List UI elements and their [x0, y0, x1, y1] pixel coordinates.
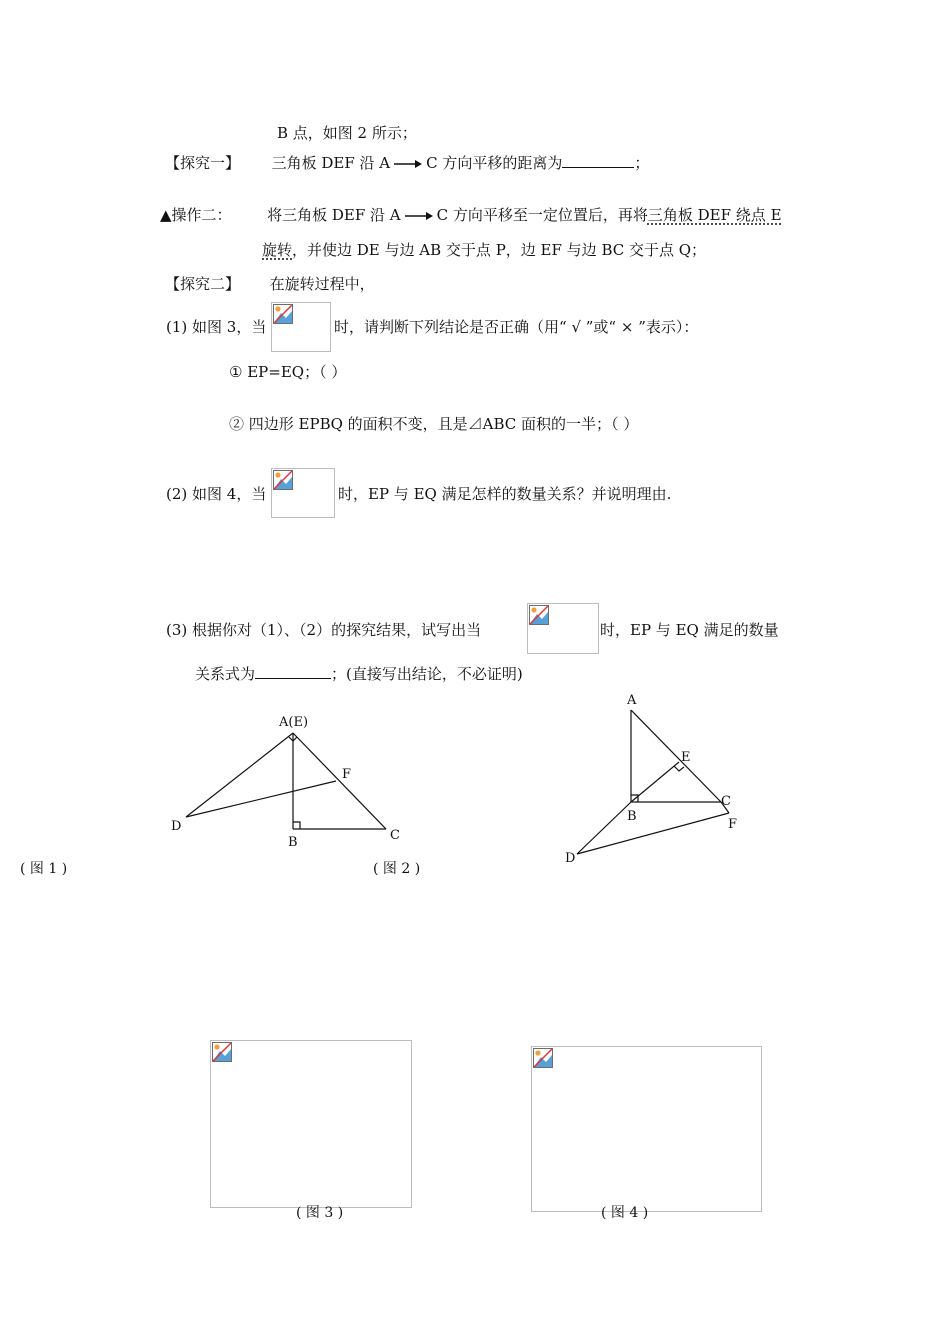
- condition-image-3: [527, 603, 599, 654]
- question-3-prefix: (3) 根据你对（1）、（2）的探究结果，试写出当: [166, 621, 482, 639]
- broken-image-icon: [212, 1042, 232, 1062]
- right-arrow-icon: [404, 211, 434, 221]
- label-A-E: A(E): [279, 715, 309, 730]
- text-line-1: B 点，如图 2 所示；: [277, 124, 417, 142]
- operation-two-line: [160, 205, 782, 225]
- label-B: B: [288, 835, 298, 850]
- label-D: D: [565, 851, 576, 866]
- figure-1-diagram: [160, 700, 420, 860]
- right-angle-mark-E: [674, 766, 684, 771]
- label-D: D: [171, 819, 182, 834]
- right-arrow-icon: [393, 159, 423, 169]
- question-3-line-2: [195, 664, 523, 684]
- label-E: E: [681, 750, 691, 765]
- segment-AC: [631, 710, 721, 802]
- figure-3-caption: ( 图 3 ): [296, 1205, 344, 1221]
- label-B: B: [627, 809, 637, 824]
- question-1-suffix: 时，请判断下列结论是否正确（用“ √ ”或“ × ”表示）：: [334, 318, 699, 336]
- answer-blank-2[interactable]: [255, 664, 331, 679]
- operation-two-text-a: 将三角板 DEF 沿 A: [267, 206, 401, 224]
- explore-one-text-a: 三角板 DEF 沿 A: [271, 154, 391, 172]
- condition-image-2: [271, 468, 335, 518]
- claim-2: ② 四边形 EPBQ 的面积不变，且是⊿ABC 面积的一半；（ ）: [229, 415, 639, 433]
- claim-1: ① EP=EQ；（ ）: [229, 363, 347, 381]
- explore-one-end: ；: [634, 154, 650, 172]
- broken-image-icon: [273, 304, 293, 324]
- label-C: C: [721, 794, 731, 809]
- condition-image-1: [271, 302, 331, 352]
- figure-4-caption: ( 图 4 ): [601, 1205, 649, 1221]
- operation-two-line-2: [262, 240, 706, 260]
- explore-two-line: [165, 274, 375, 294]
- explore-two-heading: 【探究二】: [165, 275, 241, 293]
- figure-2-caption: ( 图 2 ): [373, 861, 421, 877]
- question-2-prefix: (2) 如图 4，当: [166, 485, 267, 503]
- label-A: A: [627, 693, 637, 708]
- explore-one-text-b: C 方向平移的距离为: [426, 154, 563, 172]
- broken-image-icon: [529, 605, 549, 625]
- rotate-emphasis: 旋转: [262, 241, 293, 259]
- question-3-suffix: 时，EP 与 EQ 满足的数量: [600, 621, 779, 639]
- question-2-suffix: 时，EP 与 EQ 满足怎样的数量关系？并说明理由.: [338, 485, 672, 503]
- right-angle-mark-B: [293, 822, 300, 829]
- operation-two-heading: ▲操作二：: [160, 206, 232, 224]
- figure-2-diagram: [555, 690, 755, 870]
- label-C: C: [390, 828, 400, 843]
- answer-blank-1[interactable]: [562, 153, 634, 168]
- operation-two-rest: ，并使边 DE 与边 AB 交于点 P，边 EF 与边 BC 交于点 Q；: [292, 241, 707, 259]
- explore-one-heading: 【探究一】: [165, 154, 241, 172]
- broken-image-icon: [273, 470, 293, 490]
- explore-one-line: [165, 153, 649, 173]
- figure-3-image: [210, 1040, 412, 1208]
- broken-image-icon: [533, 1048, 553, 1068]
- question-1-prefix: (1) 如图 3，当: [166, 318, 267, 336]
- segment-AC: [293, 733, 386, 829]
- operation-two-emphasis: 三角板 DEF 绕点 E: [647, 206, 782, 224]
- question-3-relation-label: 关系式为: [195, 665, 256, 683]
- figure-1-caption: ( 图 1 ): [20, 861, 68, 877]
- question-3-note: ；(直接写出结论，不必证明): [331, 665, 523, 683]
- figure-4-image: [531, 1046, 762, 1212]
- label-F: F: [728, 817, 738, 832]
- explore-two-text: 在旋转过程中，: [269, 275, 375, 293]
- segment-DF: [577, 813, 729, 854]
- label-F: F: [342, 767, 352, 782]
- operation-two-text-b: C 方向平移至一定位置后，再将: [436, 206, 648, 224]
